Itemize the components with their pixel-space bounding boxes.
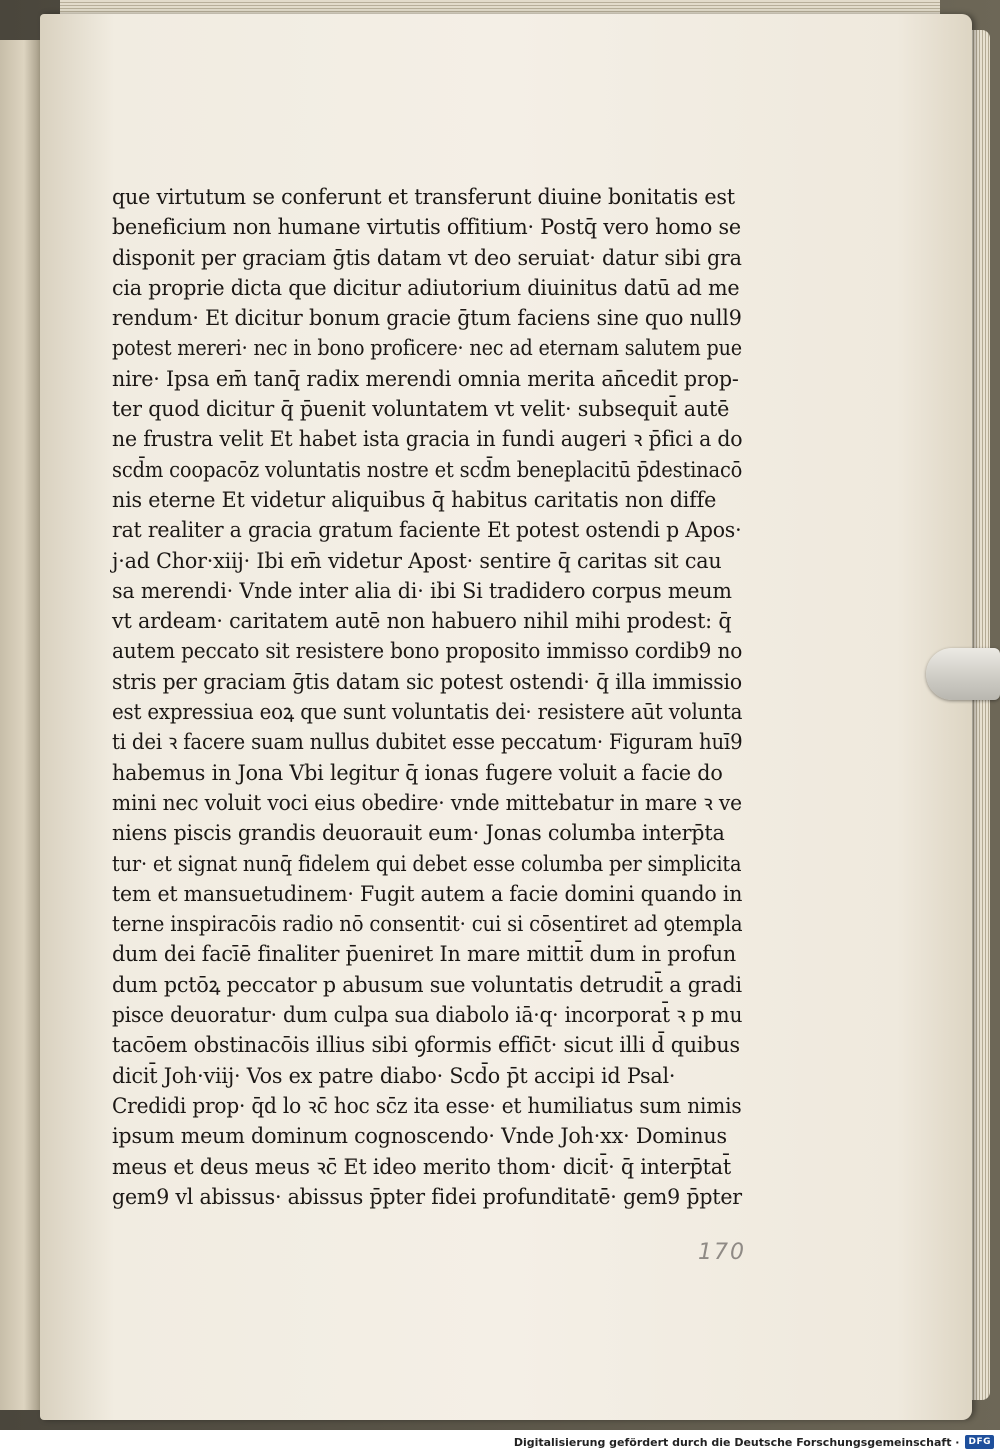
text-line: potest mereri· nec in bono proficere· nec ad eternam salutem pue: [112, 336, 742, 361]
text-line: tur· et signat nunq̄ fidelem qui debet esse columba per simplicita: [112, 851, 742, 876]
text-line: terne inspiracōis radio nō consentit· cui si cōsentiret ad ꝯtempla: [112, 912, 743, 937]
text-line: niens piscis grandis deuorauit eum· Jonas columba interp̄ta: [112, 821, 725, 846]
text-line: cia proprie dicta que dicitur adiutorium diuinitus datū ad me: [112, 275, 740, 300]
text-line: dum dei facīē finaliter p̄ueniret In mare mittit̄ dum in profun: [112, 942, 736, 967]
text-line: meus et deus meus ꝛc̄ Et ideo merito thom· dicit̄· q̄ interp̄tat̄: [112, 1154, 731, 1179]
text-line: que virtutum se conferunt et transferunt diuine bonitatis est: [112, 185, 735, 209]
text-line: rendum· Et dicitur bonum gracie ḡtum faciens sine quo null9: [112, 306, 742, 331]
text-line: pisce deuoratur· dum culpa sua diabolo iā·q· incorporat̄ ꝛ p mu: [112, 1003, 743, 1028]
text-line: habemus in Jona Vbi legitur q̄ ionas fugere voluit a facie do: [112, 760, 723, 785]
footer-credit-bar: [0, 1430, 1000, 1454]
text-line: disponit per graciam ḡtis datam vt deo seruiat· datur sibi gra: [112, 245, 742, 270]
page-clip: [926, 648, 1000, 700]
text-line: j·ad Chor·xiij· Ibi em̄ videtur Apost· sentire q̄ caritas sit cau: [112, 548, 722, 573]
text-line: stris per graciam ḡtis datam sic potest ostendi· q̄ illa immissio: [112, 669, 742, 694]
folio-number: 170: [698, 1240, 746, 1265]
text-line: Credidi prop· q̄d lo ꝛc̄ hoc sc̄z ita esse· et humiliatus sum nimis: [112, 1093, 742, 1118]
text-line: vt ardeam· caritatem autē non habuero nihil mihi prodest: q̄: [112, 609, 732, 634]
text-line: gem9 vl abissus· abissus p̄pter fidei profunditatē· gem9 p̄pter: [112, 1184, 742, 1209]
text-line: scd̄m coopacōz voluntatis nostre et scd̄m beneplacitū p̄destinacō: [112, 457, 743, 482]
text-line: ipsum meum dominum cognoscendo· Vnde Joh·xx· Dominus: [112, 1124, 727, 1149]
text-line: ter quod dicitur q̄ p̄uenit voluntatem vt velit· subsequit̄ autē: [112, 397, 730, 422]
text-line: autem peccato sit resistere bono proposito immisso cordib9 no: [112, 639, 743, 664]
text-line: beneficium non humane virtutis offitium· Postq̄ vero homo se: [112, 215, 741, 240]
text-line: mini nec voluit voci eius obedire· vnde mittebatur in mare ꝛ ve: [112, 790, 742, 815]
text-line: tacōem obstinacōis illius sibi ꝯformis effic̄t· sicut illi d̄ quibus: [112, 1033, 740, 1058]
text-line: dum pctōꝝ peccator p abusum sue voluntatis detrudit̄ a gradi: [112, 972, 742, 997]
footer-credit-text: Digitalisierung gefördert durch die Deutsche Forschungsgemeinschaft ·: [513, 1435, 960, 1449]
text-line: nis eterne Et videtur aliquibus q̄ habitus caritatis non diffe: [112, 487, 717, 512]
page-text-block: [112, 182, 752, 1212]
facing-page-edge: [0, 40, 42, 1410]
text-line: dicit̄ Joh·viij· Vos ex patre diabo· Scd̄o p̄t accipi id Psal·: [112, 1063, 676, 1088]
text-line: ne frustra velit Et habet ista gracia in fundi augeri ꝛ p̄fici a do: [112, 427, 743, 452]
dfg-logo-icon: DFG: [965, 1435, 994, 1449]
text-line: tem et mansuetudinem· Fugit autem a facie domini quando in: [112, 881, 743, 906]
text-line: est expressiua eoꝝ que sunt voluntatis dei· resistere aūt volunta: [112, 700, 743, 725]
text-line: nire· Ipsa em̄ tanq̄ radix merendi omnia merita an̄cedit prop-: [112, 366, 739, 391]
text-line: rat realiter a gracia gratum faciente Et potest ostendi p Apos·: [112, 518, 742, 543]
text-line: sa merendi· Vnde inter alia di· ibi Si tradidero corpus meum: [112, 578, 732, 603]
text-line: ti dei ꝛ facere suam nullus dubitet esse peccatum· Figuram huī9: [112, 730, 743, 755]
